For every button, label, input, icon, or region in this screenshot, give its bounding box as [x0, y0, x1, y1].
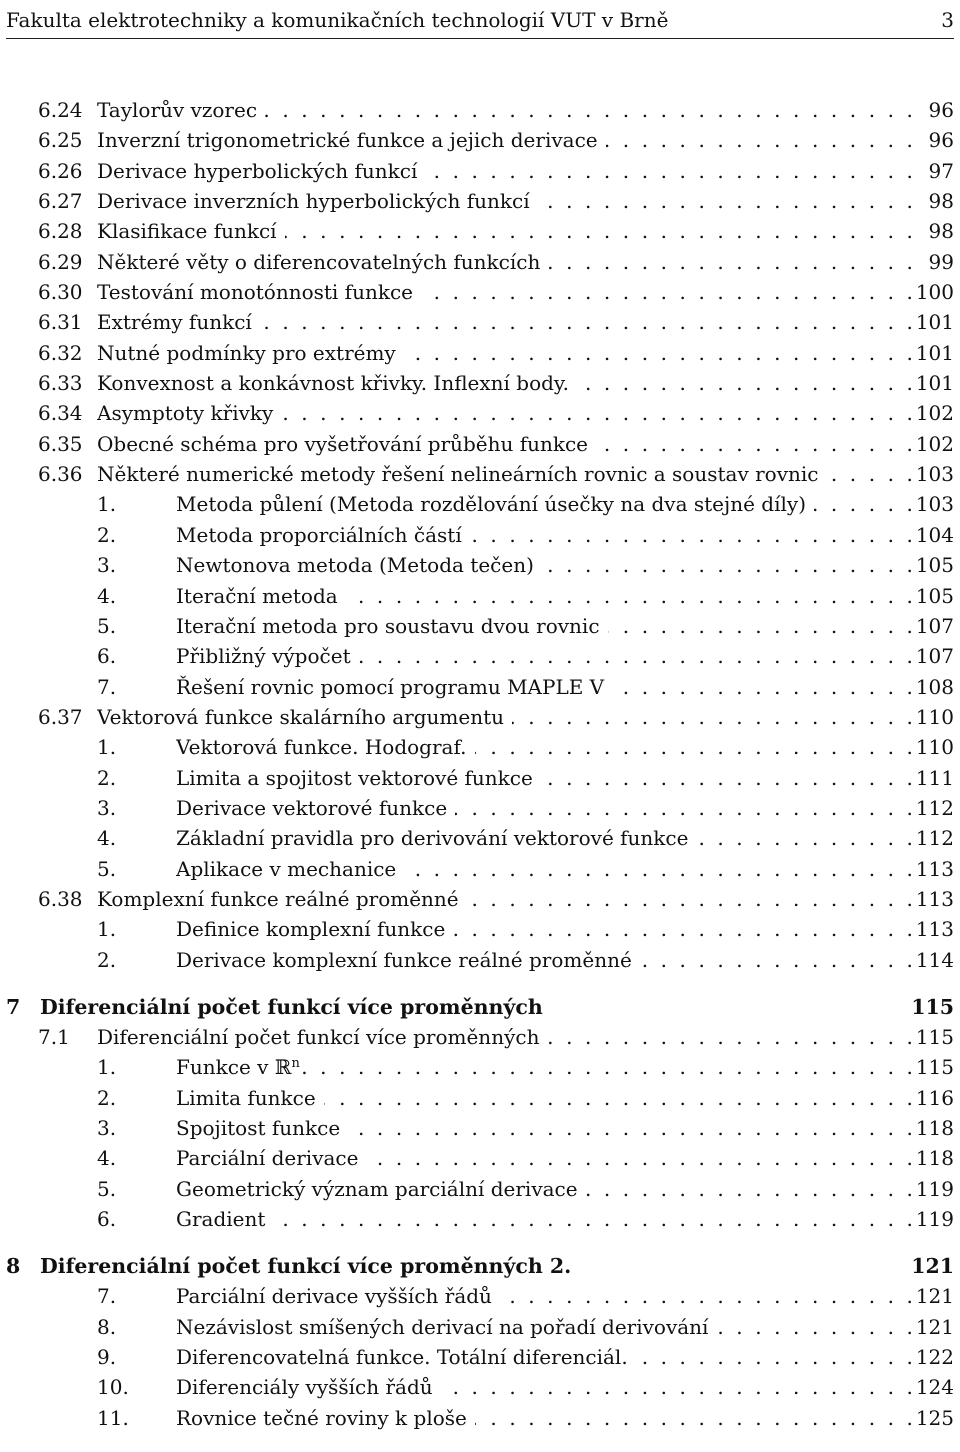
toc-subentry[interactable]	[0, 489, 960, 519]
toc-entry[interactable]	[0, 429, 960, 459]
toc-entry-number: 6.37	[38, 704, 83, 729]
toc-entry-page: 114	[915, 947, 954, 972]
toc-entry-number: 6.38	[38, 886, 83, 911]
toc-entry-page: 113	[915, 917, 954, 942]
toc-entry-number: 10.	[97, 1375, 129, 1400]
page-header	[6, 2, 954, 39]
toc-entry-page: 110	[915, 704, 954, 729]
toc-entry-number: 6.30	[38, 280, 83, 305]
toc-entry-title-leader	[97, 95, 916, 125]
table-of-contents	[0, 95, 960, 1433]
toc-entry-page: 97	[928, 158, 954, 183]
toc-entry-title: Obecné schéma pro vyšetřování průběhu funkce	[97, 432, 596, 456]
toc-entry-title: Diferenciální počet funkcí více proměnných	[97, 1025, 547, 1049]
toc-entry[interactable]	[0, 277, 960, 307]
toc-subentry[interactable]	[0, 1204, 960, 1234]
toc-entry-title-leader	[176, 489, 916, 519]
toc-entry-title: Diferenciály vyšších řádů	[176, 1375, 441, 1399]
toc-subentry[interactable]	[0, 1052, 960, 1082]
toc-entry-number: 7.1	[38, 1024, 70, 1049]
toc-entry-number: 2.	[97, 947, 117, 972]
toc-entry-title-leader	[176, 581, 916, 611]
toc-entry-number: 6.34	[38, 401, 83, 426]
toc-subentry[interactable]	[0, 550, 960, 580]
toc-entry-page: 103	[915, 462, 954, 487]
toc-entry-number: 2.	[97, 1085, 117, 1110]
toc-entry-page: 102	[915, 431, 954, 456]
toc-entry-title-leader	[97, 1022, 916, 1052]
toc-entry-title-leader	[97, 398, 916, 428]
toc-entry-title-leader	[176, 1174, 916, 1204]
toc-entry-title: Iterační metoda pro soustavu dvou rovnic	[176, 614, 608, 638]
toc-entry-title: Některé věty o diferencovatelných funkcích	[97, 250, 548, 274]
toc-entry-title-leader	[176, 732, 916, 762]
toc-entry-page: 98	[928, 189, 954, 214]
toc-chapter-title: Diferenciální počet funkcí více proměnných 2.	[40, 1254, 572, 1279]
toc-entry[interactable]	[0, 247, 960, 277]
toc-entry-title-leader	[176, 1312, 916, 1342]
toc-entry-title: Funkce v ℝ	[176, 1055, 292, 1080]
toc-entry-title-leader	[97, 277, 916, 307]
toc-entry-title-leader	[176, 914, 916, 944]
toc-entry-number: 6.31	[38, 310, 83, 335]
toc-entry-page: 107	[915, 613, 954, 638]
header-page-number: 3	[941, 8, 954, 32]
toc-entry-number: 6.	[97, 644, 117, 669]
toc-entry[interactable]	[0, 186, 960, 216]
toc-entry-page: 118	[915, 1116, 954, 1140]
toc-subentry[interactable]	[0, 823, 960, 853]
toc-entry-title: Nutné podmínky pro extrémy	[97, 341, 404, 365]
toc-entry-page: 115	[915, 1024, 954, 1049]
toc-entry-title: Definice komplexní funkce	[176, 917, 453, 941]
toc-entry-title: Testování monotónnosti funkce	[97, 280, 421, 304]
toc-entry-title: Limita funkce	[176, 1086, 324, 1110]
toc-entry[interactable]	[0, 459, 960, 489]
toc-entry-title: Limita a spojitost vektorové funkce	[176, 766, 541, 790]
toc-entry-page: 113	[915, 856, 954, 881]
toc-entry-title: Asymptoty křivky	[97, 401, 281, 425]
toc-subentry[interactable]	[0, 1113, 960, 1143]
toc-entry-number: 4.	[97, 583, 117, 608]
toc-entry-title-leader	[176, 1281, 916, 1311]
toc-subentry[interactable]	[0, 945, 960, 975]
header-title: Fakulta elektrotechniky a komunikačních technologií VUT v Brně	[6, 8, 669, 32]
toc-entry-number: 3.	[97, 553, 117, 578]
toc-entry-title: Parciální derivace vyšších řádů	[176, 1284, 500, 1308]
toc-entry-title: Vektorová funkce. Hodograf.	[176, 735, 475, 759]
toc-entry[interactable]	[0, 884, 960, 914]
toc-entry-title-leader	[176, 611, 916, 641]
toc-entry-number: 6.25	[38, 128, 83, 153]
toc-entry-page: 111	[915, 765, 954, 790]
toc-chapter-title: Diferenciální počet funkcí více proměnných	[40, 994, 543, 1019]
toc-entry-title-leader	[97, 702, 916, 732]
toc-entry-title: Derivace hyperbolických funkcí	[97, 159, 425, 183]
toc-entry-title: Aplikace v mechanice	[176, 857, 404, 881]
toc-entry-number: 6.24	[38, 98, 83, 122]
toc-entry-number: 4.	[97, 826, 117, 851]
toc-entry-page: 101	[915, 340, 954, 365]
toc-subentry[interactable]	[0, 1174, 960, 1204]
toc-entry-page: 113	[915, 886, 954, 911]
toc-chapter[interactable]	[0, 992, 960, 1022]
toc-entry-title: Spojitost funkce	[176, 1116, 348, 1140]
toc-entry-title-leader	[97, 884, 916, 914]
toc-entry-number: 1.	[97, 1055, 117, 1080]
toc-entry-title: Komplexní funkce reálné proměnné	[97, 887, 467, 911]
toc-entry-number: 5.	[97, 613, 117, 638]
toc-entry-title: Geometrický význam parciální derivace	[176, 1177, 586, 1201]
toc-subentry[interactable]	[0, 1372, 960, 1402]
toc-subentry[interactable]	[0, 732, 960, 762]
toc-entry-title-leader	[176, 793, 916, 823]
toc-entry-title: Řešení rovnic pomocí programu MAPLE V	[176, 675, 612, 699]
toc-entry-title-leader	[176, 1113, 916, 1143]
toc-entry-title-leader	[97, 368, 916, 398]
toc-entry-number: 2.	[97, 765, 117, 790]
toc-entry-title: Diferencovatelná funkce. Totální diferenciál.	[176, 1345, 636, 1369]
toc-entry-title-leader	[176, 763, 916, 793]
toc-entry-number: 2.	[97, 522, 117, 547]
toc-entry-page: 105	[915, 583, 954, 608]
toc-entry-number: 5.	[97, 856, 117, 881]
toc-entry-title-leader	[176, 672, 916, 702]
toc-entry-title: Rovnice tečné roviny k ploše	[176, 1406, 475, 1430]
toc-entry-title: Taylorův vzorec	[97, 98, 265, 122]
toc-entry-page: 103	[915, 492, 954, 517]
toc-subentry[interactable]	[0, 793, 960, 823]
toc-entry-title-leader	[176, 854, 916, 884]
toc-entry-title: Derivace vektorové funkce	[176, 796, 455, 820]
toc-entry-page: 108	[915, 674, 954, 699]
toc-chapter[interactable]	[0, 1251, 960, 1281]
toc-chapter-page: 121	[911, 1254, 954, 1279]
toc-entry-page: 121	[915, 1314, 954, 1339]
toc-entry-title: Některé numerické metody řešení nelineárních rovnic a soustav rovnic	[97, 462, 826, 486]
toc-entry-page: 110	[915, 735, 954, 760]
toc-entry-page: 112	[915, 795, 954, 820]
toc-entry-title-leader	[176, 1403, 916, 1433]
toc-entry-page: 107	[915, 644, 954, 669]
toc-entry-title-leader	[176, 1204, 916, 1234]
toc-entry-page: 122	[915, 1345, 954, 1370]
toc-entry-title-leader	[176, 641, 916, 671]
toc-entry-title-leader	[97, 186, 916, 216]
toc-entry-page: 105	[915, 553, 954, 578]
toc-entry-title-leader	[97, 125, 916, 155]
toc-entry-title: Inverzní trigonometrické funkce a jejich derivace	[97, 128, 606, 152]
toc-entry[interactable]	[0, 125, 960, 155]
toc-entry-number: 1.	[97, 735, 117, 760]
toc-entry-number: 6.	[97, 1207, 117, 1232]
toc-entry-title-leader	[176, 1052, 916, 1082]
toc-entry-page: 101	[915, 371, 954, 396]
toc-entry-number: 7.	[97, 1284, 117, 1309]
toc-entry-number: 5.	[97, 1176, 117, 1201]
toc-entry-page: 119	[915, 1176, 954, 1201]
toc-entry-title-leader	[176, 1143, 916, 1173]
toc-subentry[interactable]	[0, 672, 960, 702]
toc-entry-title-leader	[97, 216, 916, 246]
toc-entry-title: Parciální derivace	[176, 1146, 366, 1170]
toc-entry-title: Metoda půlení (Metoda rozdělování úsečky na dva stejné díly)	[176, 492, 814, 516]
toc-entry-number: 6.27	[38, 189, 83, 214]
toc-entry-number: 11.	[97, 1405, 129, 1430]
toc-entry[interactable]	[0, 702, 960, 732]
toc-entry-number: 6.36	[38, 462, 83, 487]
toc-entry-page: 115	[915, 1055, 954, 1080]
toc-entry-title-leader	[176, 945, 916, 975]
toc-entry-page: 124	[915, 1375, 954, 1400]
toc-entry-page: 119	[915, 1207, 954, 1232]
toc-entry-title-leader	[97, 338, 916, 368]
toc-entry-title-leader	[176, 520, 916, 550]
toc-entry-page: 99	[928, 249, 954, 274]
toc-entry[interactable]	[0, 368, 960, 398]
toc-entry-number: 6.32	[38, 340, 83, 365]
toc-entry[interactable]	[0, 95, 960, 125]
toc-entry[interactable]	[0, 156, 960, 186]
toc-entry-title-leader	[97, 247, 916, 277]
toc-subentry[interactable]	[0, 1083, 960, 1113]
toc-entry-title-leader	[176, 550, 916, 580]
toc-entry[interactable]	[0, 216, 960, 246]
toc-subentry[interactable]	[0, 611, 960, 641]
toc-entry-title: Iterační metoda	[176, 584, 346, 608]
toc-entry-number: 6.26	[38, 158, 83, 183]
toc-subentry[interactable]	[0, 520, 960, 550]
toc-entry-title-leader	[176, 1372, 916, 1402]
toc-entry-title-leader	[176, 1083, 916, 1113]
toc-subentry[interactable]	[0, 581, 960, 611]
toc-entry-number: 7.	[97, 674, 117, 699]
toc-entry-number: 3.	[97, 1116, 117, 1140]
toc-entry-number: 4.	[97, 1146, 117, 1171]
toc-entry-number: 6.35	[38, 431, 83, 456]
toc-chapter-page: 115	[911, 994, 954, 1019]
toc-entry-number: 6.29	[38, 249, 83, 274]
toc-entry-page: 121	[915, 1284, 954, 1309]
toc-entry-page: 96	[928, 98, 954, 122]
toc-subentry[interactable]	[0, 1403, 960, 1433]
toc-entry-page: 96	[928, 128, 954, 153]
toc-entry-number: 1.	[97, 492, 117, 517]
toc-entry-number: 6.28	[38, 219, 83, 244]
toc-entry-page: 112	[915, 826, 954, 851]
toc-entry-page: 116	[915, 1085, 954, 1110]
toc-subentry[interactable]	[0, 1281, 960, 1311]
toc-subentry[interactable]	[0, 914, 960, 944]
toc-entry-page: 104	[915, 522, 954, 547]
toc-entry-title-leader	[176, 1342, 916, 1372]
toc-entry-title: Derivace komplexní funkce reálné proměnné	[176, 948, 640, 972]
toc-chapter-number: 7	[6, 994, 21, 1019]
toc-entry-title: Derivace inverzních hyperbolických funkcí	[97, 189, 538, 213]
toc-entry-number: 3.	[97, 795, 117, 820]
toc-entry-number: 1.	[97, 917, 117, 942]
toc-entry-title-leader	[97, 459, 916, 489]
toc-subentry[interactable]	[0, 1342, 960, 1372]
toc-entry-superscript: n	[291, 1056, 307, 1071]
toc-entry-page: 101	[915, 310, 954, 335]
toc-entry-title: Extrémy funkcí	[97, 310, 260, 334]
toc-entry-page: 100	[915, 280, 954, 305]
toc-entry-title: Konvexnost a konkávnost křivky. Inflexní body.	[97, 371, 577, 395]
toc-entry[interactable]	[0, 338, 960, 368]
toc-subentry[interactable]	[0, 641, 960, 671]
toc-entry-title-leader	[176, 823, 916, 853]
toc-entry-title-leader	[97, 307, 916, 337]
toc-entry-number: 8.	[97, 1314, 117, 1339]
toc-entry-page: 118	[915, 1146, 954, 1171]
toc-entry-title: Přibližný výpočet	[176, 644, 359, 668]
toc-entry-title: Metoda proporciálních částí	[176, 523, 470, 547]
toc-entry-page: 125	[915, 1405, 954, 1430]
toc-entry[interactable]	[0, 398, 960, 428]
toc-entry-title: Vektorová funkce skalárního argumentu	[97, 705, 512, 729]
toc-entry-number: 9.	[97, 1345, 117, 1370]
toc-entry-title: Nezávislost smíšených derivací na pořadí derivování	[176, 1315, 716, 1339]
toc-entry-number: 6.33	[38, 371, 83, 396]
toc-subentry[interactable]	[0, 854, 960, 884]
toc-entry-page: 98	[928, 219, 954, 244]
toc-entry-title: Gradient	[176, 1207, 273, 1231]
toc-entry-title-leader	[97, 429, 916, 459]
toc-entry[interactable]	[0, 307, 960, 337]
toc-entry-title: Klasifikace funkcí	[97, 219, 285, 243]
toc-chapter-number: 8	[6, 1254, 21, 1279]
toc-entry[interactable]	[0, 1022, 960, 1052]
toc-entry-title-leader	[97, 156, 916, 186]
toc-entry-page: 102	[915, 401, 954, 426]
toc-subentry[interactable]	[0, 1143, 960, 1173]
toc-entry-title: Základní pravidla pro derivování vektorové funkce	[176, 826, 696, 850]
toc-subentry[interactable]	[0, 1312, 960, 1342]
toc-entry-title: Newtonova metoda (Metoda tečen)	[176, 553, 542, 577]
toc-subentry[interactable]	[0, 763, 960, 793]
